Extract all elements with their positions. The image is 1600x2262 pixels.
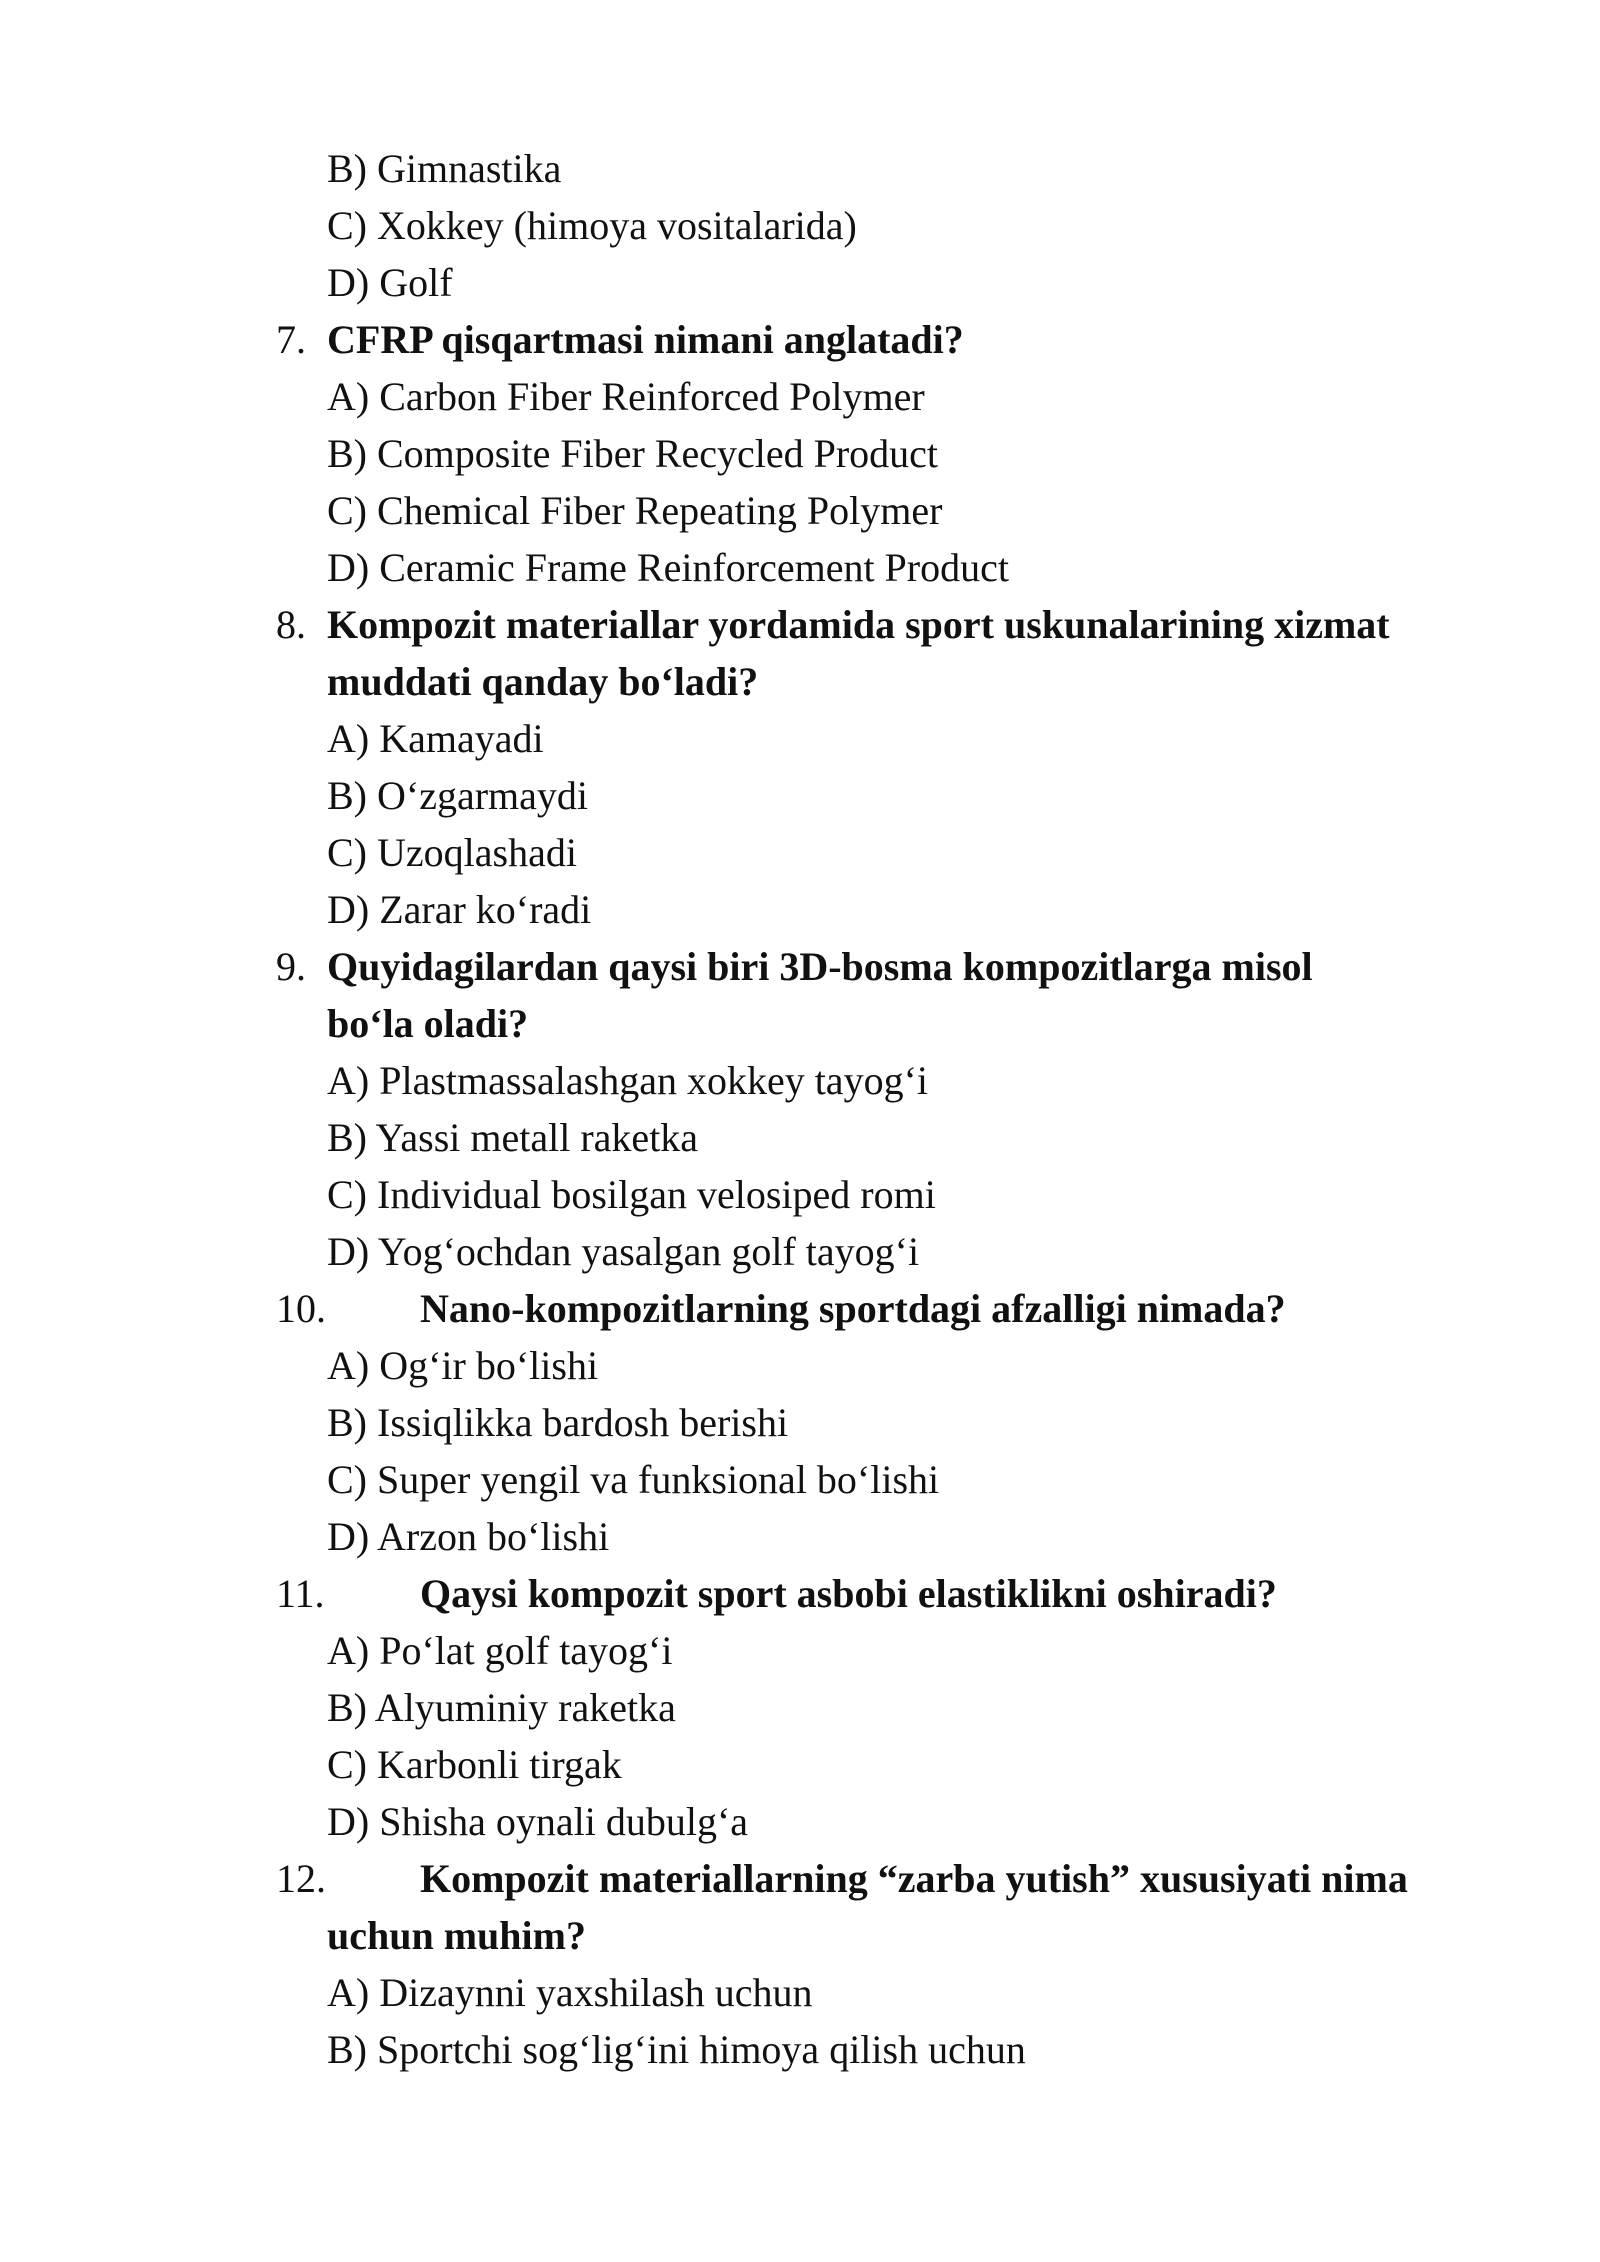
option-11b: B) Alyuminiy raketka bbox=[327, 1685, 676, 1730]
option-12b: B) Sportchi sog‘lig‘ini himoya qilish uchun bbox=[327, 2027, 1026, 2072]
option-9d: D) Yog‘ochdan yasalgan golf tayog‘i bbox=[327, 1229, 920, 1274]
question-text: Qaysi kompozit sport asbobi elastiklikni oshiradi? bbox=[420, 1571, 1277, 1616]
option-7a: A) Carbon Fiber Reinforced Polymer bbox=[327, 374, 925, 419]
option-10c: C) Super yengil va funksional bo‘lishi bbox=[327, 1457, 940, 1502]
question-12-continuation: uchun muhim? bbox=[327, 1913, 586, 1958]
option-9b: B) Yassi metall raketka bbox=[327, 1115, 699, 1160]
option-8b: B) O‘zgarmaydi bbox=[327, 773, 589, 818]
question-10 bbox=[0, 1280, 1600, 1337]
option-6b: B) Gimnastika bbox=[327, 146, 562, 191]
question-number: 9. bbox=[276, 944, 306, 989]
question-number: 12. bbox=[276, 1856, 326, 1901]
option-8d: D) Zarar ko‘radi bbox=[327, 887, 592, 932]
option-7c: C) Chemical Fiber Repeating Polymer bbox=[327, 488, 943, 533]
question-text: Nano-kompozitlarning sportdagi afzalligi nimada? bbox=[420, 1286, 1286, 1331]
question-9-continuation: bo‘la oladi? bbox=[327, 1001, 529, 1046]
option-11a: A) Po‘lat golf tayog‘i bbox=[327, 1628, 673, 1673]
question-number: 11. bbox=[276, 1571, 325, 1616]
option-11d: D) Shisha oynali dubulg‘a bbox=[327, 1799, 749, 1844]
option-10d: D) Arzon bo‘lishi bbox=[327, 1514, 610, 1559]
question-number: 7. bbox=[276, 317, 306, 362]
option-6d: D) Golf bbox=[327, 260, 453, 305]
option-10b: B) Issiqlikka bardosh berishi bbox=[327, 1400, 789, 1445]
question-number: 8. bbox=[276, 602, 306, 647]
question-text: Kompozit materiallar yordamida sport uskunalarining xizmat bbox=[327, 602, 1390, 647]
question-12 bbox=[0, 1850, 1600, 1907]
question-8 bbox=[0, 596, 1600, 653]
option-12a: A) Dizaynni yaxshilash uchun bbox=[327, 1970, 813, 2015]
option-7d: D) Ceramic Frame Reinforcement Product bbox=[327, 545, 1009, 590]
question-9 bbox=[0, 938, 1600, 995]
option-9c: C) Individual bosilgan velosiped romi bbox=[327, 1172, 936, 1217]
question-11 bbox=[0, 1565, 1600, 1622]
option-8c: C) Uzoqlashadi bbox=[327, 830, 577, 875]
option-9a: A) Plastmassalashgan xokkey tayog‘i bbox=[327, 1058, 928, 1103]
option-11c: C) Karbonli tirgak bbox=[327, 1742, 622, 1787]
question-7 bbox=[0, 311, 1600, 368]
question-number: 10. bbox=[276, 1286, 326, 1331]
question-text: Kompozit materiallarning “zarba yutish” xususiyati nima bbox=[420, 1856, 1408, 1901]
option-7b: B) Composite Fiber Recycled Product bbox=[327, 431, 939, 476]
question-8-continuation: muddati qanday bo‘ladi? bbox=[327, 659, 759, 704]
option-8a: A) Kamayadi bbox=[327, 716, 544, 761]
option-10a: A) Og‘ir bo‘lishi bbox=[327, 1343, 599, 1388]
document-page bbox=[0, 140, 1600, 2078]
option-6c: C) Xokkey (himoya vositalarida) bbox=[327, 203, 857, 248]
question-text: Quyidagilardan qaysi biri 3D-bosma kompozitlarga misol bbox=[327, 944, 1313, 989]
question-text: CFRP qisqartmasi nimani anglatadi? bbox=[327, 317, 964, 362]
